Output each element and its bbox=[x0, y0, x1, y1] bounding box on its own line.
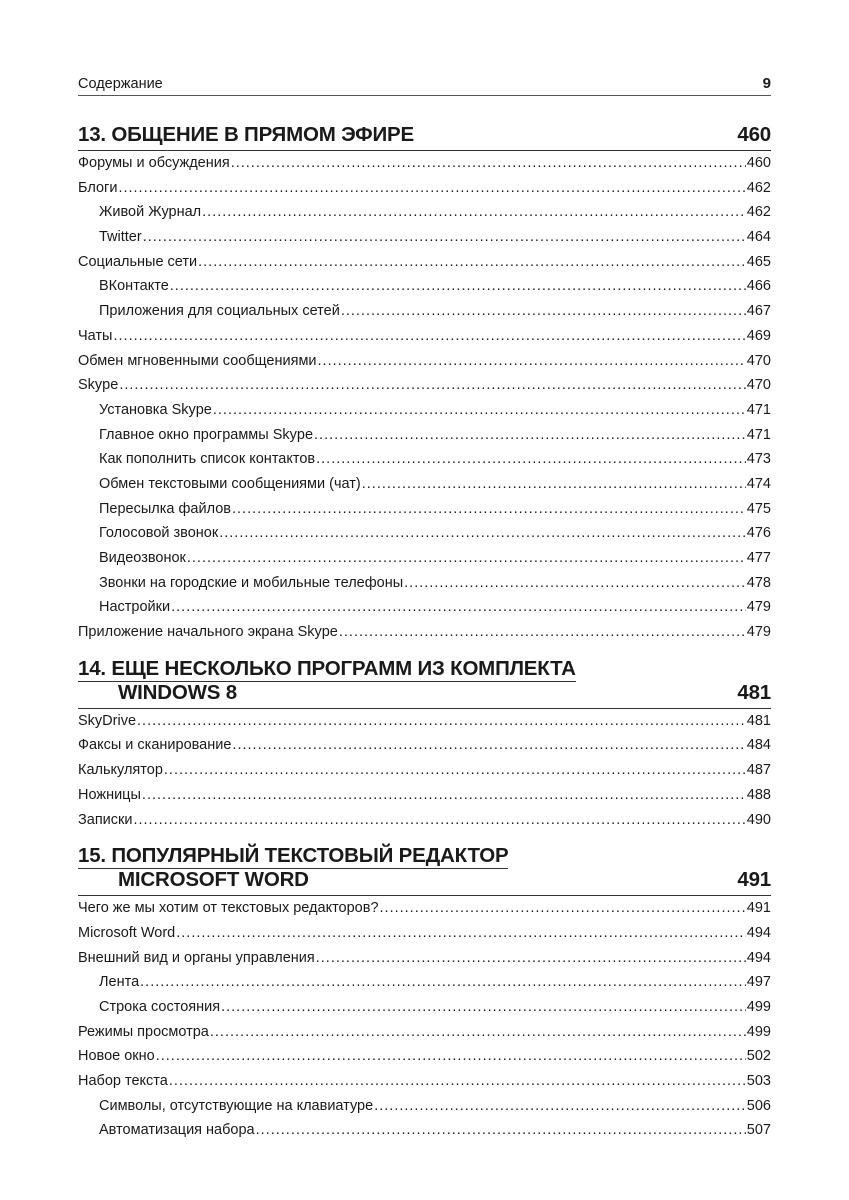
dot-leader bbox=[213, 398, 746, 423]
toc-entry-page: 481 bbox=[746, 712, 771, 729]
toc-entry-label: Голосовой звонок bbox=[99, 525, 219, 542]
toc-entry[interactable] bbox=[78, 521, 771, 546]
toc-entry-label: Звонки на городские и мобильные телефоны bbox=[99, 574, 404, 591]
toc-entry[interactable] bbox=[78, 423, 771, 448]
toc-entry-label: Форумы и обсуждения bbox=[78, 155, 230, 171]
toc-entry[interactable] bbox=[78, 783, 771, 808]
dot-leader bbox=[316, 946, 746, 971]
toc-entry-label: Записки bbox=[78, 811, 133, 828]
toc-entry[interactable] bbox=[78, 995, 771, 1020]
toc-entry[interactable] bbox=[78, 472, 771, 497]
chapter-page: 481 bbox=[737, 680, 771, 704]
dot-leader bbox=[219, 521, 746, 546]
toc-entry[interactable] bbox=[78, 373, 771, 398]
dot-leader bbox=[221, 995, 746, 1020]
dot-leader bbox=[118, 176, 745, 201]
dot-leader bbox=[171, 595, 746, 620]
dot-leader bbox=[374, 1094, 746, 1119]
toc-entry-page: 507 bbox=[746, 1122, 771, 1139]
dot-leader bbox=[232, 497, 746, 522]
toc-entry[interactable] bbox=[78, 447, 771, 472]
toc-entry[interactable] bbox=[78, 571, 771, 596]
dot-leader bbox=[170, 274, 746, 299]
toc-entry-label: Режимы просмотра bbox=[78, 1023, 209, 1040]
table-of-contents bbox=[78, 124, 771, 1143]
chapter-title: WINDOWS 8 bbox=[118, 680, 237, 704]
chapter-page: 460 bbox=[737, 123, 771, 146]
toc-entry[interactable] bbox=[78, 176, 771, 201]
toc-entry-page: 470 bbox=[746, 377, 771, 394]
chapter-heading[interactable] bbox=[78, 842, 771, 896]
toc-entry-page: 466 bbox=[746, 278, 771, 295]
toc-entry[interactable] bbox=[78, 546, 771, 571]
dot-leader bbox=[140, 970, 746, 995]
toc-entry-page: 470 bbox=[746, 352, 771, 369]
toc-entry-page: 476 bbox=[746, 525, 771, 542]
dot-leader bbox=[143, 225, 746, 250]
toc-entry-label: Символы, отсутствующие на клавиатуре bbox=[99, 1097, 374, 1114]
toc-entry-page: 465 bbox=[746, 253, 771, 270]
toc-entry-label: Калькулятор bbox=[78, 762, 163, 779]
chapter-heading[interactable] bbox=[78, 124, 771, 151]
dot-leader bbox=[119, 373, 745, 398]
toc-entry-page: 471 bbox=[746, 401, 771, 418]
dot-leader bbox=[142, 783, 746, 808]
toc-entry[interactable] bbox=[78, 921, 771, 946]
toc-entry[interactable] bbox=[78, 349, 771, 374]
chapter-title: 15. ПОПУЛЯРНЫЙ ТЕКСТОВЫЙ РЕДАКТОР bbox=[78, 841, 508, 869]
toc-entry[interactable] bbox=[78, 620, 771, 645]
toc-entry-label: Ножницы bbox=[78, 786, 141, 803]
toc-entry-page: 467 bbox=[746, 303, 771, 320]
dot-leader bbox=[318, 349, 746, 374]
dot-leader bbox=[156, 1044, 746, 1069]
toc-entry[interactable] bbox=[78, 896, 771, 921]
toc-entry[interactable] bbox=[78, 398, 771, 423]
chapter-page: 491 bbox=[737, 868, 771, 892]
dot-leader bbox=[113, 324, 745, 349]
toc-entry[interactable] bbox=[78, 299, 771, 324]
dot-leader bbox=[316, 447, 746, 472]
dot-leader bbox=[187, 546, 746, 571]
dot-leader bbox=[133, 808, 745, 833]
toc-entry-label: Автоматизация набора bbox=[99, 1122, 255, 1139]
toc-entry-label: Строка состояния bbox=[99, 998, 221, 1015]
toc-entry-label: Обмен текстовыми сообщениями (чат) bbox=[99, 475, 361, 492]
toc-entry-label: Чего же мы хотим от текстовых редакторов? bbox=[78, 900, 379, 917]
toc-entry-page: 499 bbox=[746, 1023, 771, 1040]
dot-leader bbox=[198, 250, 746, 275]
toc-entry-page: 494 bbox=[746, 924, 771, 941]
dot-leader bbox=[232, 733, 745, 758]
chapter-title: 13. ОБЩЕНИЕ В ПРЯМОМ ЭФИРЕ bbox=[78, 123, 414, 146]
toc-entry-label: Twitter bbox=[99, 229, 142, 246]
running-header-title: Содержание bbox=[78, 76, 163, 92]
toc-entry[interactable] bbox=[78, 497, 771, 522]
toc-entry-label: Установка Skype bbox=[99, 401, 212, 418]
toc-entry-label: Настройки bbox=[99, 599, 171, 616]
dot-leader bbox=[231, 151, 746, 176]
toc-entry-label: Чаты bbox=[78, 327, 113, 344]
dot-leader bbox=[362, 472, 746, 497]
chapter-title: 14. ЕЩЕ НЕСКОЛЬКО ПРОГРАММ ИЗ КОМПЛЕКТА bbox=[78, 654, 576, 682]
toc-entry-page: 471 bbox=[746, 426, 771, 443]
dot-leader bbox=[339, 620, 746, 645]
toc-entry[interactable] bbox=[78, 250, 771, 275]
toc-entry-label: Набор текста bbox=[78, 1073, 168, 1089]
toc-entry-label: Как пополнить список контактов bbox=[99, 451, 316, 468]
toc-entry-page: 503 bbox=[746, 1073, 771, 1089]
toc-entry-page: 469 bbox=[746, 327, 771, 344]
toc-entry-label: Факсы и сканирование bbox=[78, 737, 232, 754]
toc-entry-page: 487 bbox=[746, 762, 771, 779]
toc-entry-label: Лента bbox=[99, 974, 140, 991]
toc-entry-page: 494 bbox=[746, 949, 771, 966]
toc-entry[interactable] bbox=[78, 709, 771, 734]
chapter-heading[interactable] bbox=[78, 655, 771, 709]
dot-leader bbox=[202, 200, 746, 225]
toc-entry[interactable] bbox=[78, 225, 771, 250]
dot-leader bbox=[314, 423, 746, 448]
page-number: 9 bbox=[762, 75, 771, 92]
toc-entry[interactable] bbox=[78, 946, 771, 971]
dot-leader bbox=[341, 299, 746, 324]
toc-entry[interactable] bbox=[78, 1020, 771, 1045]
toc-entry-page: 473 bbox=[746, 451, 771, 468]
toc-entry-page: 499 bbox=[746, 998, 771, 1015]
toc-entry-label: Приложения для социальных сетей bbox=[99, 303, 340, 320]
toc-entry[interactable] bbox=[78, 970, 771, 995]
toc-entry[interactable] bbox=[78, 274, 771, 299]
toc-entry-page: 479 bbox=[746, 624, 771, 641]
toc-entry-page: 491 bbox=[746, 900, 771, 917]
toc-entry[interactable] bbox=[78, 595, 771, 620]
toc-entry[interactable] bbox=[78, 733, 771, 758]
toc-entry[interactable] bbox=[78, 1118, 771, 1143]
dot-leader bbox=[380, 896, 746, 921]
toc-entry-page: 479 bbox=[746, 599, 771, 616]
toc-entry-page: 462 bbox=[746, 179, 771, 196]
toc-entry-page: 497 bbox=[746, 974, 771, 991]
dot-leader bbox=[137, 709, 746, 734]
toc-entry-page: 484 bbox=[746, 737, 771, 754]
dot-leader bbox=[404, 571, 746, 596]
toc-entry[interactable] bbox=[78, 151, 771, 176]
chapter-title: MICROSOFT WORD bbox=[118, 868, 309, 892]
toc-entry-page: 490 bbox=[746, 811, 771, 828]
toc-entry[interactable] bbox=[78, 1094, 771, 1119]
toc-entry[interactable] bbox=[78, 1044, 771, 1069]
toc-entry[interactable] bbox=[78, 758, 771, 783]
dot-leader bbox=[176, 921, 746, 946]
toc-entry-label: Microsoft Word bbox=[78, 924, 176, 941]
toc-entry[interactable] bbox=[78, 808, 771, 833]
toc-entry-page: 474 bbox=[746, 475, 771, 492]
toc-entry-page: 460 bbox=[746, 155, 771, 171]
toc-entry-label: Новое окно bbox=[78, 1048, 155, 1065]
toc-entry-label: Блоги bbox=[78, 179, 118, 196]
toc-entry-page: 464 bbox=[746, 229, 771, 246]
toc-entry-label: ВКонтакте bbox=[99, 278, 169, 295]
toc-entry-page: 475 bbox=[746, 500, 771, 517]
toc-entry-page: 502 bbox=[746, 1048, 771, 1065]
toc-entry-label: Социальные сети bbox=[78, 253, 198, 270]
toc-entry-page: 506 bbox=[746, 1097, 771, 1114]
toc-entry-page: 462 bbox=[746, 204, 771, 221]
toc-entry[interactable] bbox=[78, 200, 771, 225]
running-header bbox=[78, 74, 771, 96]
toc-entry-label: Видеозвонок bbox=[99, 550, 186, 566]
toc-entry-label: Внешний вид и органы управления bbox=[78, 949, 315, 966]
dot-leader bbox=[210, 1020, 746, 1045]
toc-entry-label: Живой Журнал bbox=[99, 204, 202, 221]
toc-entry-label: Главное окно программы Skype bbox=[99, 426, 314, 443]
toc-entry-page: 478 bbox=[746, 574, 771, 591]
toc-entry[interactable] bbox=[78, 1069, 771, 1094]
toc-entry-label: Обмен мгновенными сообщениями bbox=[78, 352, 317, 369]
toc-entry-label: Пересылка файлов bbox=[99, 500, 231, 517]
toc-entry-label: Skype bbox=[78, 377, 119, 394]
dot-leader bbox=[169, 1069, 746, 1094]
toc-entry-page: 488 bbox=[746, 786, 771, 803]
toc-entry[interactable] bbox=[78, 324, 771, 349]
dot-leader bbox=[164, 758, 746, 783]
toc-entry-page: 477 bbox=[746, 550, 771, 566]
toc-entry-label: SkyDrive bbox=[78, 712, 137, 729]
toc-entry-label: Приложение начального экрана Skype bbox=[78, 624, 338, 641]
dot-leader bbox=[256, 1118, 746, 1143]
